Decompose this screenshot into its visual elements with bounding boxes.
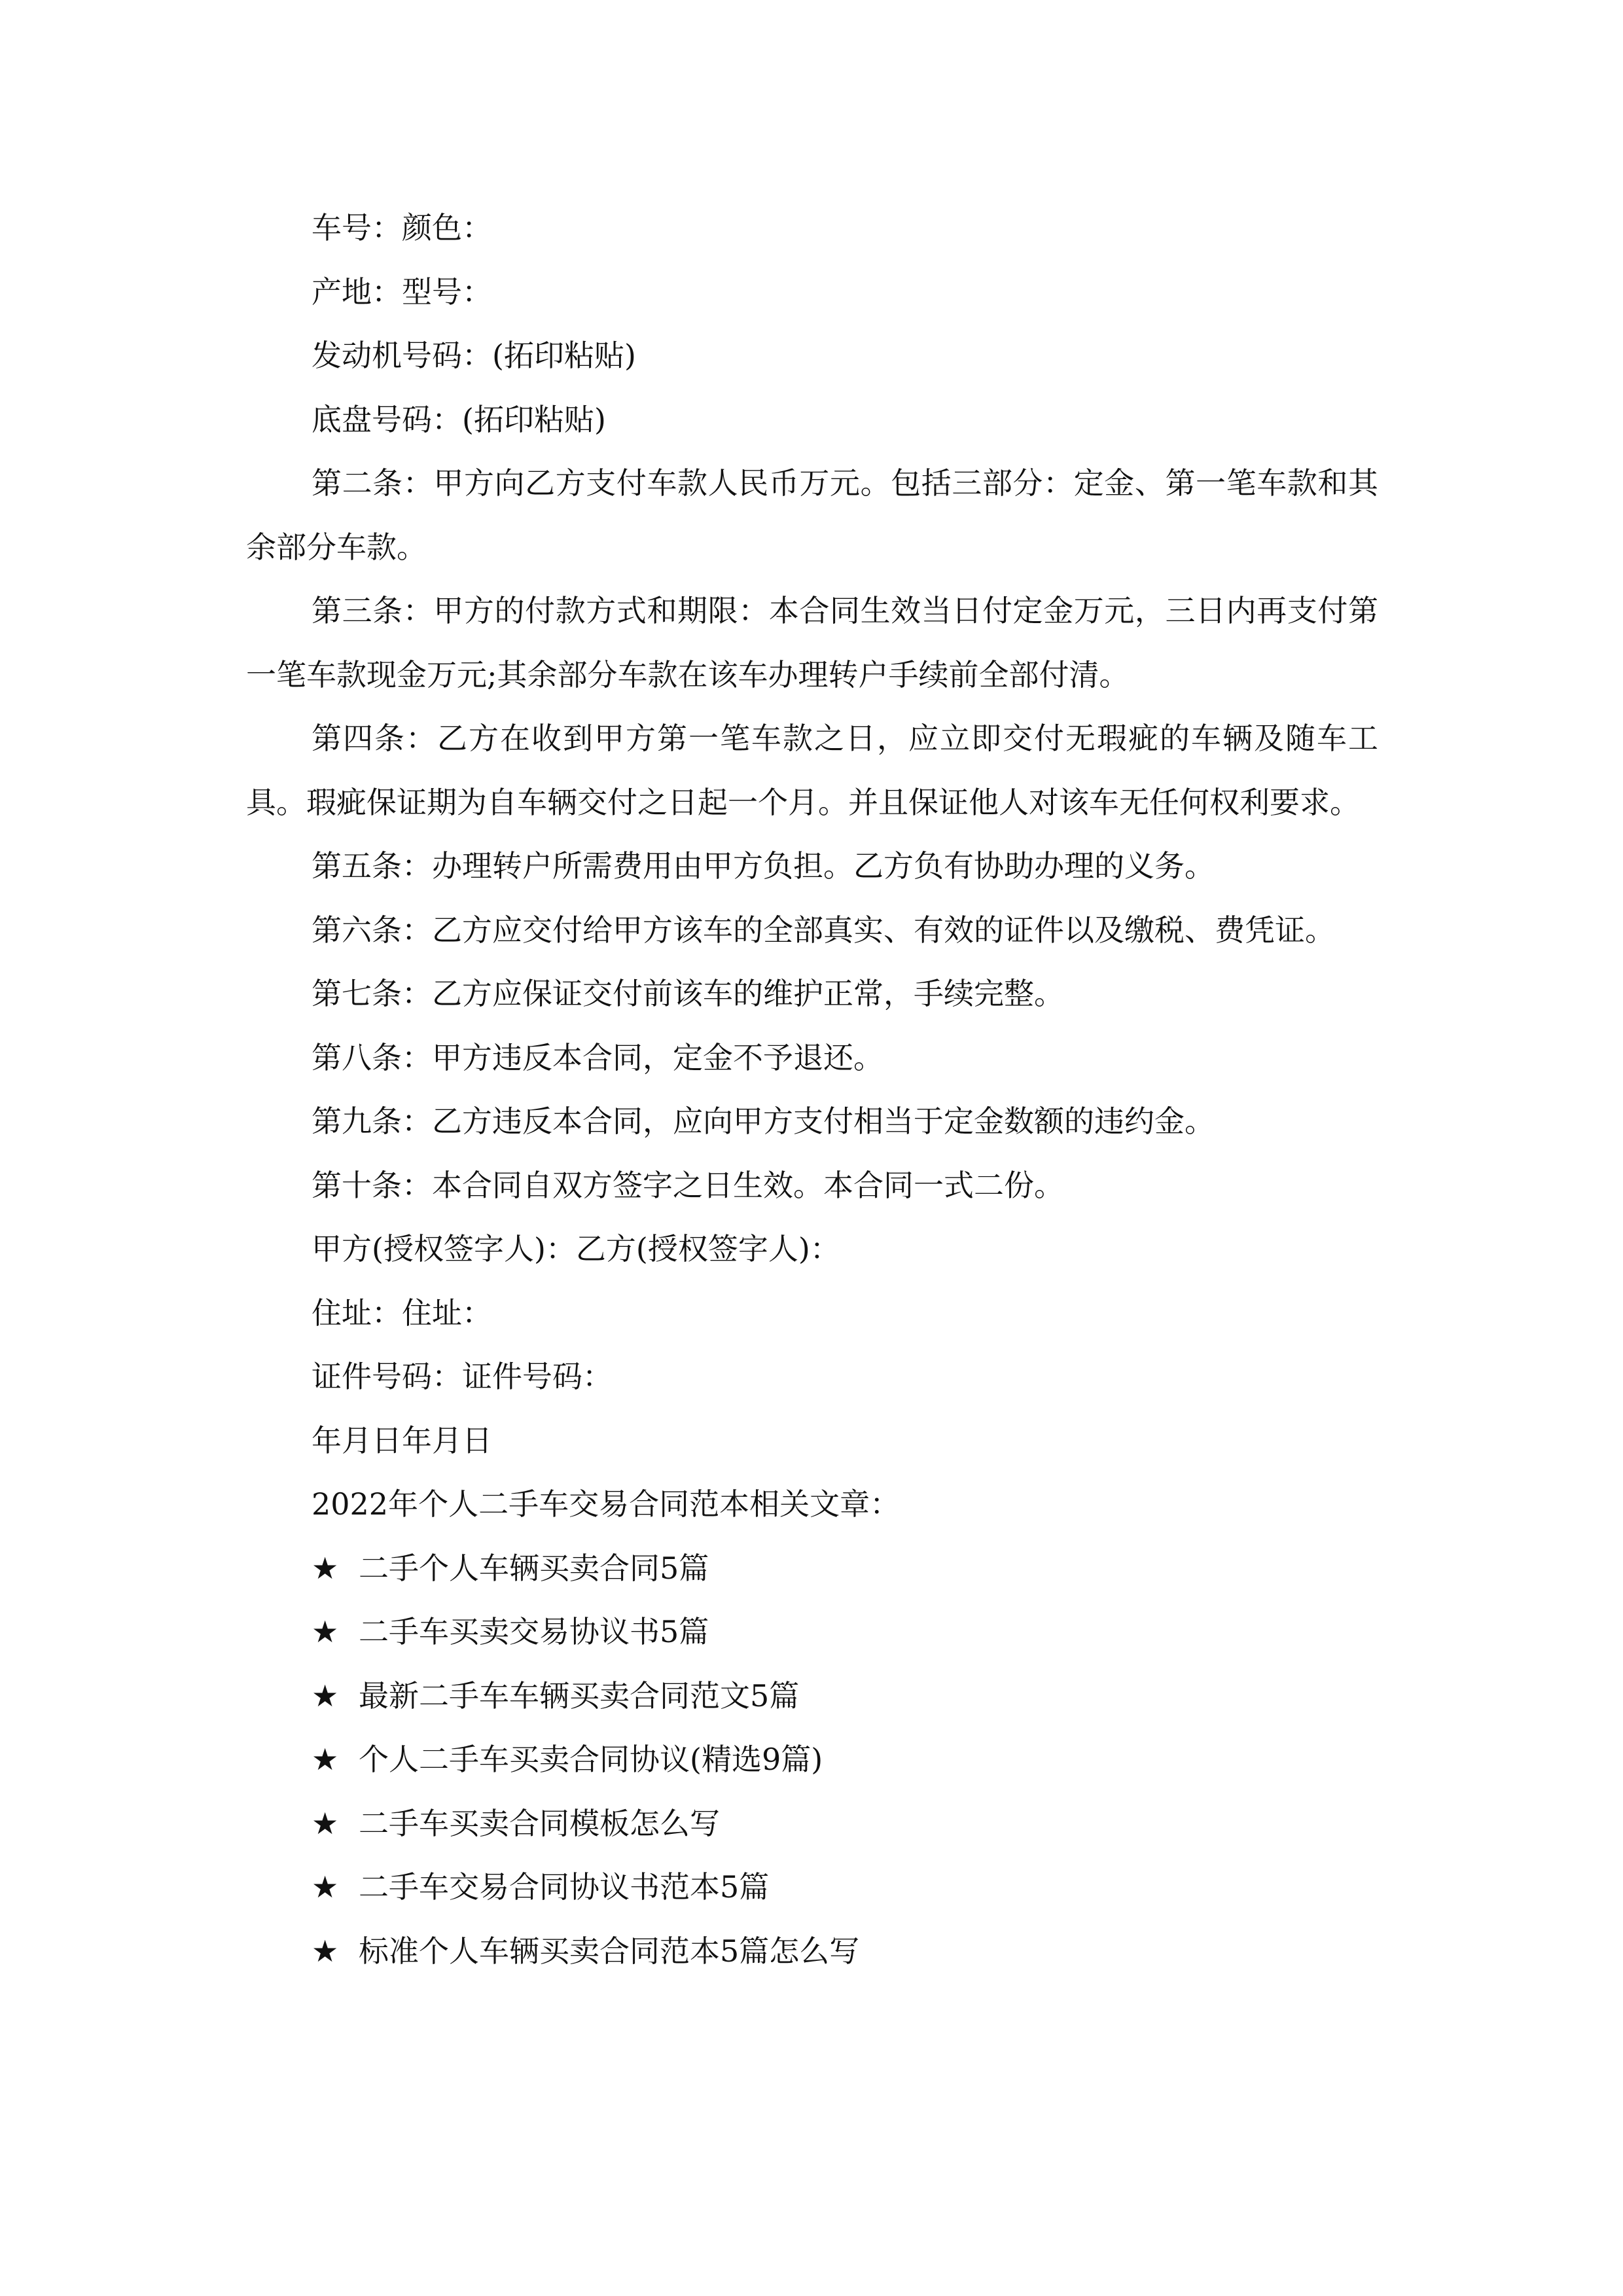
related-article-title: 二手车买卖交易协议书5篇 xyxy=(359,1614,709,1649)
chassis-number-line: 底盘号码：(拓印粘贴) xyxy=(312,401,606,437)
star-icon: ★ xyxy=(312,1677,339,1713)
document-body xyxy=(246,196,1378,1983)
related-article-title: 二手个人车辆买卖合同5篇 xyxy=(359,1550,709,1586)
related-article-title: 最新二手车车辆买卖合同范文5篇 xyxy=(359,1677,800,1713)
related-article-link[interactable] xyxy=(246,1856,1378,1920)
star-icon: ★ xyxy=(312,1933,339,1969)
star-icon: ★ xyxy=(312,1742,339,1777)
signature-date-line: 年月日年月日 xyxy=(312,1422,492,1458)
star-icon: ★ xyxy=(312,1614,339,1649)
clause-2: 第二条：甲方向乙方支付车款人民币万元。包括三部分：定金、第一笔车款和其余部分车款。 xyxy=(246,465,1378,565)
related-article-title: 二手车交易合同协议书范本5篇 xyxy=(359,1869,770,1905)
related-article-title: 个人二手车买卖合同协议(精选9篇) xyxy=(359,1742,823,1777)
clause-10: 第十条：本合同自双方签字之日生效。本合同一式二份。 xyxy=(312,1167,1064,1203)
plate-color-line: 车号：颜色： xyxy=(312,210,492,245)
related-article-title: 标准个人车辆买卖合同范本5篇怎么写 xyxy=(359,1933,860,1969)
related-article-link[interactable] xyxy=(246,1664,1378,1729)
clause-6: 第六条：乙方应交付给甲方该车的全部真实、有效的证件以及缴税、费凭证。 xyxy=(312,912,1335,948)
engine-number-line: 发动机号码：(拓印粘贴) xyxy=(312,338,636,373)
clause-5: 第五条：办理转户所需费用由甲方负担。乙方负有协助办理的义务。 xyxy=(312,848,1215,884)
signature-parties-line: 甲方(授权签字人)：乙方(授权签字人)： xyxy=(312,1231,840,1266)
related-article-link[interactable] xyxy=(246,1537,1378,1601)
origin-model-line: 产地：型号： xyxy=(312,274,492,310)
signature-id-line: 证件号码：证件号码： xyxy=(312,1359,613,1394)
related-article-title: 二手车买卖合同模板怎么写 xyxy=(359,1805,720,1841)
related-article-link[interactable] xyxy=(246,1728,1378,1792)
star-icon: ★ xyxy=(312,1550,339,1586)
clause-3: 第三条：甲方的付款方式和期限：本合同生效当日付定金万元，三日内再支付第一笔车款现金万元;其余部分车款在该车办理转户手续前全部付清。 xyxy=(246,593,1378,692)
star-icon: ★ xyxy=(312,1805,339,1841)
related-articles-heading: 2022年个人二手车交易合同范本相关文章： xyxy=(312,1486,901,1522)
related-article-link[interactable] xyxy=(246,1920,1378,1984)
related-article-link[interactable] xyxy=(246,1792,1378,1856)
related-article-link[interactable] xyxy=(246,1600,1378,1664)
clause-8: 第八条：甲方违反本合同，定金不予退还。 xyxy=(312,1039,883,1075)
clause-9: 第九条：乙方违反本合同，应向甲方支付相当于定金数额的违约金。 xyxy=(312,1103,1215,1139)
clause-7: 第七条：乙方应保证交付前该车的维护正常，手续完整。 xyxy=(312,976,1064,1011)
signature-address-line: 住址：住址： xyxy=(312,1295,492,1331)
clause-4: 第四条：乙方在收到甲方第一笔车款之日，应立即交付无瑕疵的车辆及随车工具。瑕疵保证期为自车辆交付之日起一个月。并且保证他人对该车无任何权利要求。 xyxy=(246,721,1378,820)
star-icon: ★ xyxy=(312,1869,339,1905)
